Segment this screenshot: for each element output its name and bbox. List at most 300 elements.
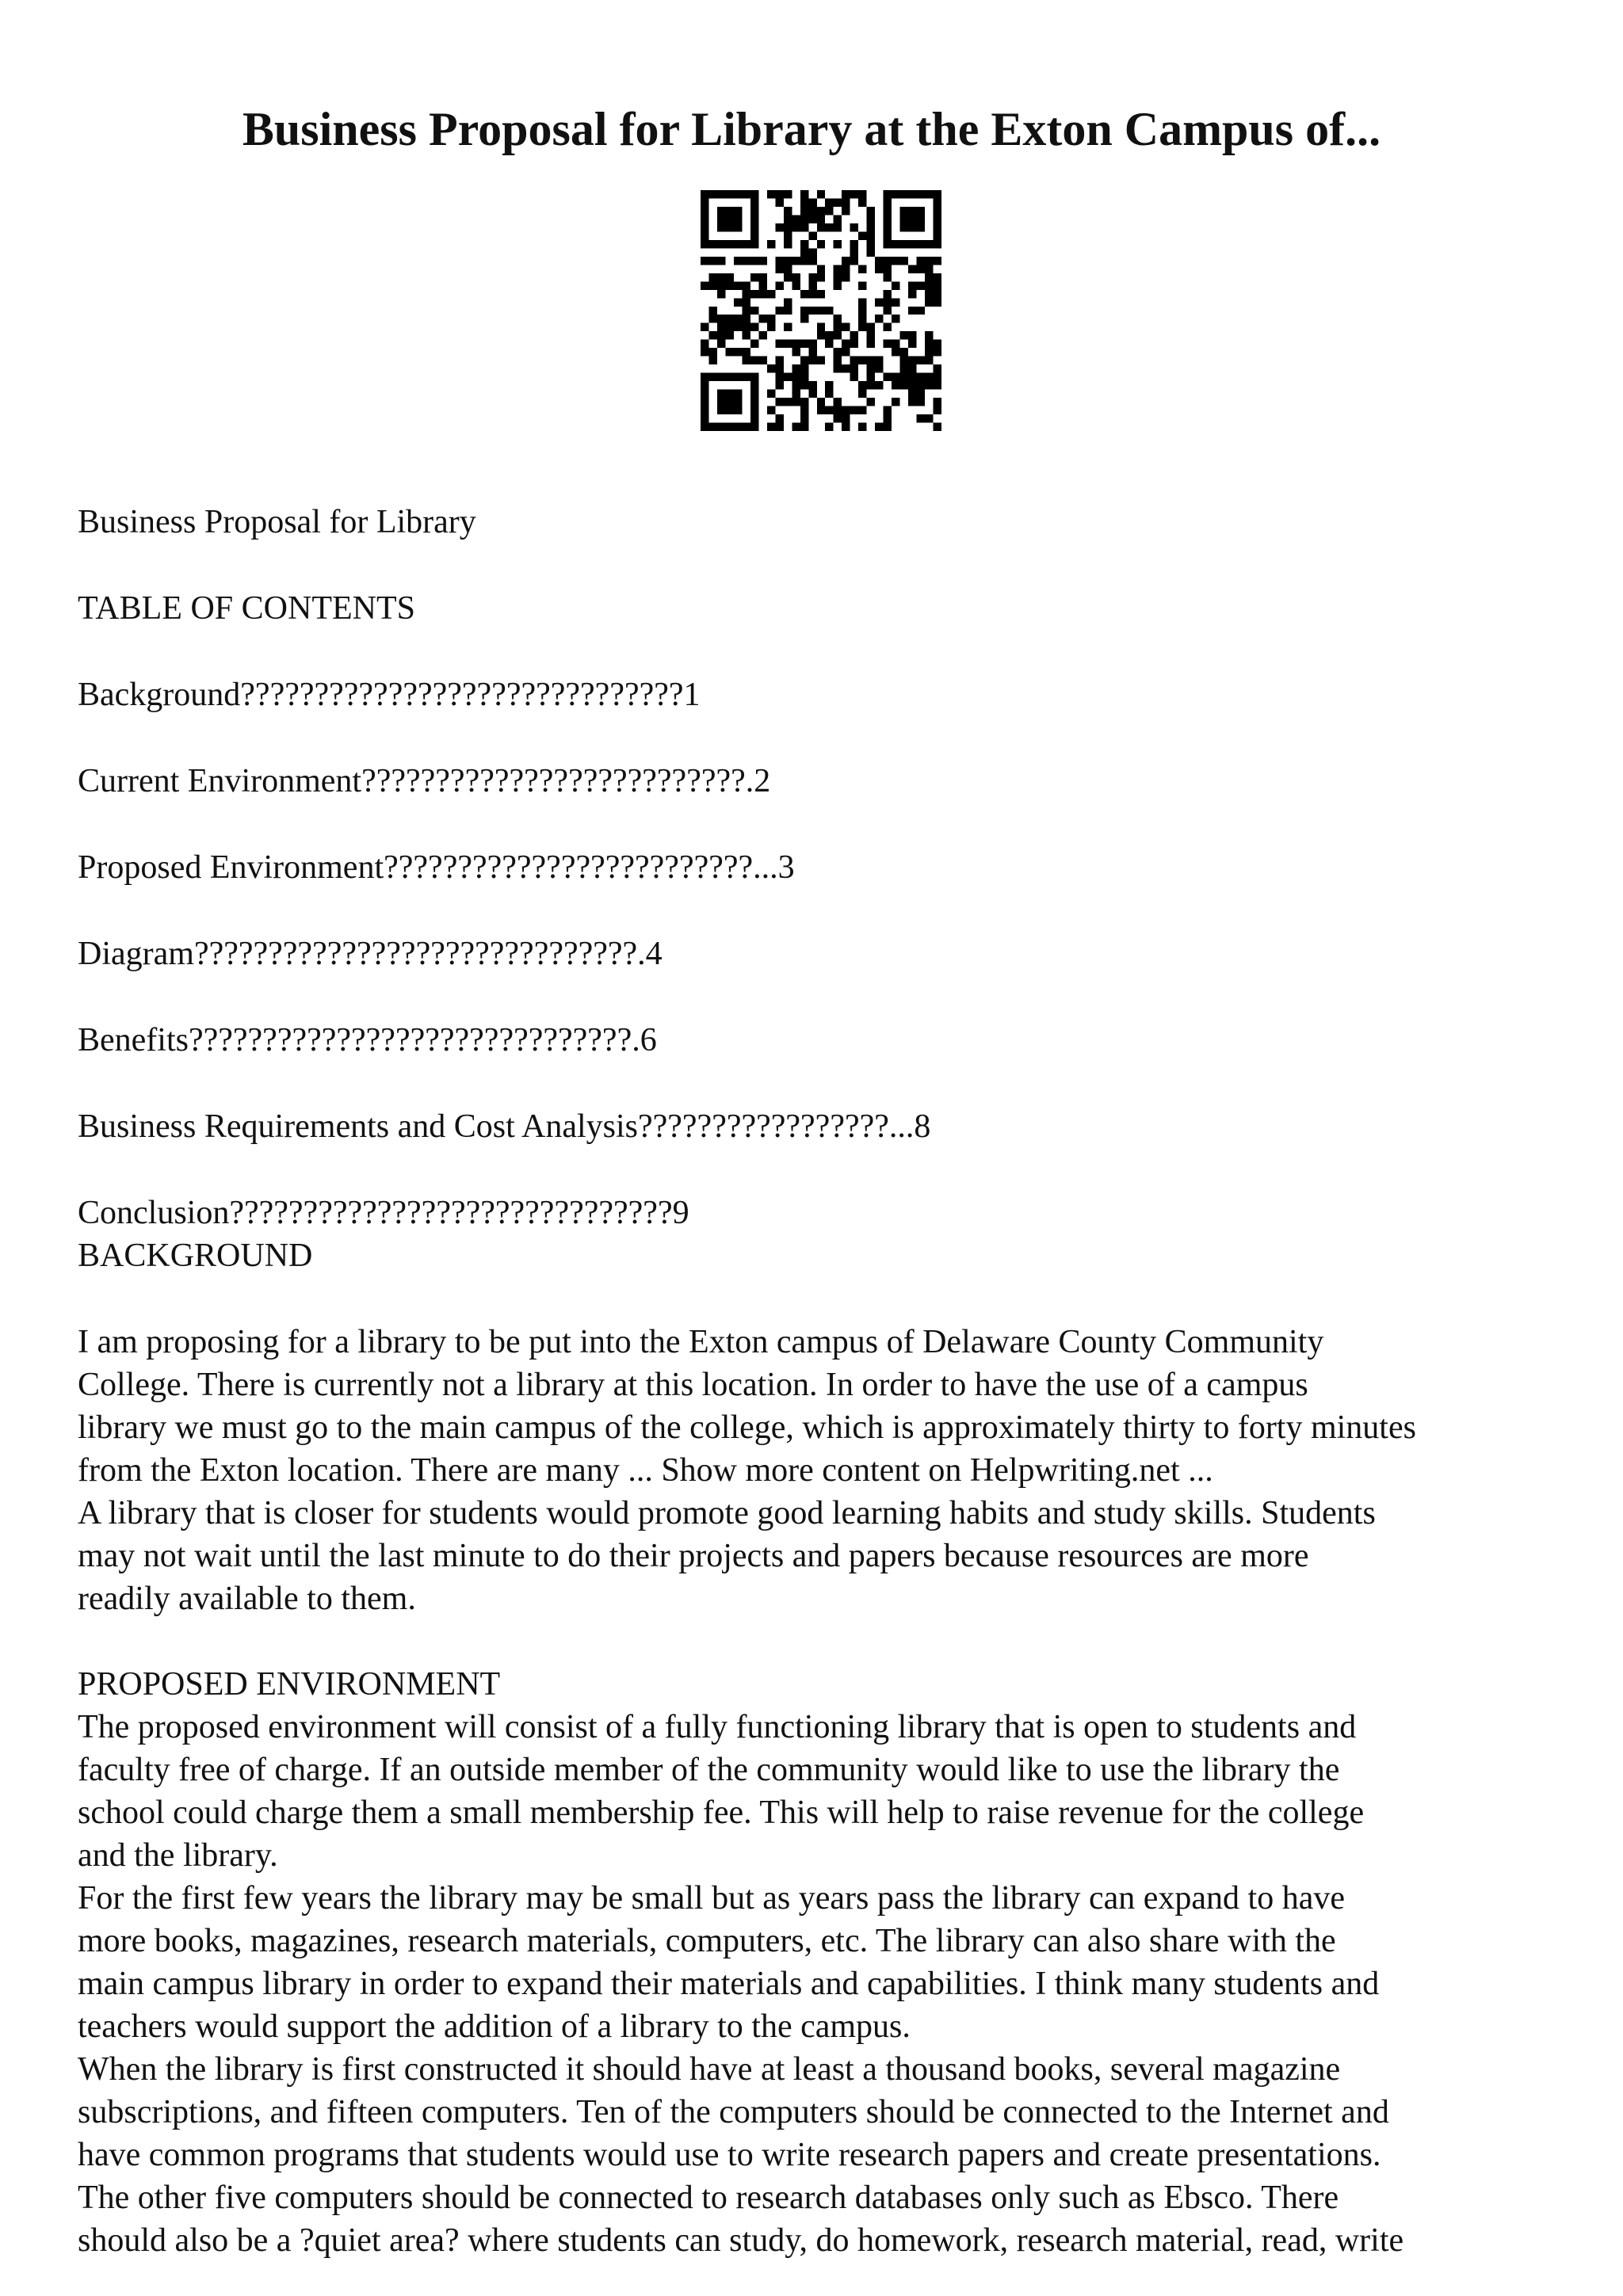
qr-module [734,406,742,414]
qr-module [800,290,808,298]
qr-module [900,331,908,339]
qr-module [867,373,875,381]
qr-module [817,190,825,198]
qr-module [808,348,816,356]
qr-module [834,323,842,331]
qr-module [750,273,758,281]
qr-module [708,281,716,289]
qr-module [800,198,808,206]
qr-module [775,423,783,431]
qr-module [884,207,892,215]
qr-module [825,331,833,339]
toc-entry-current-environment: Current Environment??????????????????????????.2 [78,763,771,799]
qr-module [892,348,899,356]
qr-module [934,231,941,239]
qr-module [908,265,916,273]
qr-module [934,198,941,206]
qr-module [925,265,933,273]
qr-module [925,298,933,306]
toc-entry-conclusion: Conclusion??????????????????????????????9 [78,1195,689,1231]
qr-module [867,323,875,331]
qr-module [701,406,708,414]
background-line: library we must go to the main campus of the college, which is approximately thirty to forty minutes [78,1409,1416,1446]
qr-module [858,190,866,198]
qr-module [808,207,816,215]
qr-module [850,223,858,231]
qr-module [758,257,766,265]
qr-module [750,373,758,381]
proposed-line: The other five computers should be connected to research databases only such as Ebsco. There [78,2180,1339,2216]
qr-module [917,190,925,198]
qr-module [775,198,783,206]
qr-module [800,315,808,322]
qr-module [834,348,842,356]
qr-module [792,398,800,406]
qr-module [808,248,816,256]
qr-module [884,290,892,298]
qr-module [792,257,800,265]
qr-module [742,307,750,315]
qr-module [775,364,783,372]
qr-module [750,231,758,239]
qr-module [925,373,933,381]
qr-module [884,340,892,348]
qr-module [892,240,899,248]
qr-module [775,381,783,389]
qr-module [717,215,725,223]
qr-module [834,414,842,422]
qr-module [767,390,775,398]
qr-module [850,257,858,265]
qr-module [750,257,758,265]
qr-module [850,357,858,364]
qr-module [900,207,908,215]
qr-module [834,315,842,322]
qr-module [867,223,875,231]
qr-module [917,207,925,215]
qr-module [717,423,725,431]
qr-module [834,223,842,231]
qr-module [784,190,792,198]
qr-module [775,373,783,381]
qr-module [792,423,800,431]
qr-module [775,307,783,315]
qr-module [842,348,850,356]
qr-module [908,381,916,389]
qr-module [817,357,825,364]
qr-module [701,390,708,398]
qr-module [917,398,925,406]
qr-module [817,290,825,298]
qr-module [725,273,733,281]
qr-module [934,406,941,414]
qr-module [701,348,708,356]
qr-module [708,423,716,431]
qr-module [908,240,916,248]
qr-module [850,240,858,248]
qr-module [800,423,808,431]
qr-module [934,381,941,389]
qr-module [758,331,766,339]
qr-module [825,207,833,215]
qr-module [934,190,941,198]
qr-module [800,307,808,315]
qr-module [875,265,883,273]
qr-module [842,340,850,348]
qr-module [842,406,850,414]
qr-module [701,240,708,248]
qr-module [775,340,783,348]
qr-module [842,364,850,372]
qr-module [808,231,816,239]
qr-module [792,348,800,356]
qr-module [842,207,850,215]
qr-module [808,198,816,206]
qr-module [925,340,933,348]
qr-module [808,381,816,389]
qr-module [750,381,758,389]
qr-module [867,357,875,364]
qr-module [884,423,892,431]
qr-module [850,331,858,339]
qr-module [775,257,783,265]
qr-module [850,340,858,348]
qr-module [842,190,850,198]
qr-module [701,381,708,389]
section-heading-background: BACKGROUND [78,1238,313,1274]
qr-module [808,307,816,315]
qr-module [734,373,742,381]
toc-entry-benefits: Benefits??????????????????????????????.6 [78,1022,657,1058]
qr-module [917,257,925,265]
qr-module [784,307,792,315]
qr-module [725,281,733,289]
proposed-environment-paragraph [78,1706,1575,2262]
qr-module [908,281,916,289]
qr-module [817,406,825,414]
qr-module [750,207,758,215]
document-title: Business Proposal for Library at the Exton Campus of... [242,103,1381,155]
qr-module [775,265,783,273]
qr-module [834,406,842,414]
qr-module [934,215,941,223]
qr-module [734,281,742,289]
qr-module [867,207,875,215]
qr-module [900,215,908,223]
qr-module [892,190,899,198]
background-line: College. There is currently not a library at this location. In order to have the use of a campus [78,1367,1308,1403]
qr-module [784,257,792,265]
qr-module [717,315,725,322]
qr-module [784,231,792,239]
qr-module [825,381,833,389]
qr-module [701,423,708,431]
qr-module [900,257,908,265]
qr-module [784,207,792,215]
qr-module [800,381,808,389]
qr-module [734,423,742,431]
qr-module [908,215,916,223]
qr-module [900,357,908,364]
qr-module [884,323,892,331]
qr-module [917,381,925,389]
qr-module [892,257,899,265]
qr-module [784,373,792,381]
qr-module [742,290,750,298]
qr-module [750,240,758,248]
qr-module [758,315,766,322]
qr-module [867,381,875,389]
qr-module [934,281,941,289]
qr-module [742,357,750,364]
qr-module [817,398,825,406]
qr-module [908,340,916,348]
qr-module [808,215,816,223]
qr-module [717,273,725,281]
qr-module [867,240,875,248]
qr-module [767,315,775,322]
qr-module [825,198,833,206]
qr-module [758,281,766,289]
qr-module [842,414,850,422]
qr-module [934,298,941,306]
qr-module [717,390,725,398]
qr-module [775,223,783,231]
qr-module [708,240,716,248]
qr-module [701,398,708,406]
qr-module [858,307,866,315]
qr-module [750,398,758,406]
qr-module [708,331,716,339]
qr-module [717,207,725,215]
background-line: readily available to them. [78,1581,416,1617]
qr-module [784,323,792,331]
qr-module [750,190,758,198]
qr-module [800,190,808,198]
qr-module [834,198,842,206]
qr-module [701,257,708,265]
qr-module [758,290,766,298]
qr-module [701,198,708,206]
qr-module [908,331,916,339]
qr-module [800,406,808,414]
qr-module [875,381,883,389]
qr-module [925,381,933,389]
qr-module [908,357,916,364]
qr-module [725,190,733,198]
qr-module [750,390,758,398]
qr-module [858,381,866,389]
qr-module [842,257,850,265]
section-heading-proposed-environment: PROPOSED ENVIRONMENT [78,1666,501,1703]
qr-module [800,240,808,248]
qr-module [867,364,875,372]
qr-module [784,240,792,248]
qr-module [775,398,783,406]
qr-module [750,340,758,348]
qr-module [817,331,825,339]
qr-module [800,215,808,223]
qr-module [725,390,733,398]
toc-heading: TABLE OF CONTENTS [78,590,415,627]
qr-module [742,281,750,289]
qr-module [742,315,750,322]
qr-module [884,198,892,206]
background-line: from the Exton location. There are many ... Show more content on Helpwriting.net ... [78,1452,1213,1489]
qr-module [934,348,941,356]
qr-module [834,273,842,281]
qr-module [917,307,925,315]
qr-module [917,281,925,289]
qr-module [808,340,816,348]
qr-module [858,423,866,431]
qr-module [708,273,716,281]
qr-module [742,331,750,339]
qr-module [808,290,816,298]
qr-module [792,215,800,223]
proposed-line: and the library. [78,1837,278,1874]
qr-module [917,215,925,223]
proposed-line: For the first few years the library may be small but as years pass the library can expand to have [78,1880,1345,1917]
qr-module [750,323,758,331]
background-line: A library that is closer for students would promote good learning habits and study skills. Students [78,1495,1376,1531]
toc-entry-background: Background??????????????????????????????1 [78,677,701,713]
qr-module [784,398,792,406]
qr-module [884,307,892,315]
qr-module [842,323,850,331]
qr-module [892,373,899,381]
qr-module [725,223,733,231]
qr-module [800,364,808,372]
qr-module [800,257,808,265]
qr-module [892,281,899,289]
qr-module [792,340,800,348]
qr-module [917,223,925,231]
qr-module [850,373,858,381]
qr-module [892,298,899,306]
qr-module [792,273,800,281]
qr-module [842,423,850,431]
qr-module [858,323,866,331]
qr-module [767,364,775,372]
qr-module [742,298,750,306]
qr-module [742,190,750,198]
qr-module [701,231,708,239]
qr-module [750,307,758,315]
qr-module [742,323,750,331]
qr-module [858,315,866,322]
qr-module [800,207,808,215]
qr-module [708,190,716,198]
qr-module [784,215,792,223]
qr-module [758,273,766,281]
qr-module [784,223,792,231]
qr-module [808,257,816,265]
qr-module [867,331,875,339]
qr-module [925,240,933,248]
qr-module [925,348,933,356]
qr-module [850,406,858,414]
proposed-line: have common programs that students would use to write research papers and create presentations. [78,2137,1381,2173]
qr-module [725,373,733,381]
qr-module [925,290,933,298]
qr-module [825,406,833,414]
qr-module [725,423,733,431]
qr-module [808,273,816,281]
qr-module [708,373,716,381]
proposed-line: When the library is first constructed it should have at least a thousand books, several magazine [78,2051,1341,2088]
qr-module [717,398,725,406]
qr-module [750,223,758,231]
qr-module [917,414,925,422]
qr-module [725,315,733,322]
qr-module [884,257,892,265]
qr-module [834,357,842,364]
proposed-line: The proposed environment will consist of a fully functioning library that is open to students and [78,1709,1357,1745]
qr-module [900,223,908,231]
qr-module [817,265,825,273]
qr-module [734,190,742,198]
qr-module [792,381,800,389]
qr-module [925,281,933,289]
qr-module [917,390,925,398]
qr-module [892,340,899,348]
qr-module [742,348,750,356]
qr-module [900,373,908,381]
qr-module [717,340,725,348]
qr-module [701,207,708,215]
qr-module [734,315,742,322]
qr-module [717,323,725,331]
qr-module [725,398,733,406]
qr-module [725,215,733,223]
qr-module [701,414,708,422]
qr-module [925,357,933,364]
qr-module [867,215,875,223]
qr-module [734,223,742,231]
qr-module [917,373,925,381]
qr-module [884,406,892,414]
toc-entry-diagram: Diagram??????????????????????????????.4 [78,936,663,972]
qr-module [784,340,792,348]
qr-module [842,273,850,281]
qr-module [934,290,941,298]
qr-module [834,240,842,248]
qr-module [925,331,933,339]
qr-module [800,340,808,348]
qr-module [917,265,925,273]
qr-module [908,307,916,315]
qr-module [701,190,708,198]
qr-module [884,298,892,306]
qr-module [784,265,792,273]
qr-module [825,307,833,315]
qr-module [775,190,783,198]
qr-module [775,357,783,364]
background-line: I am proposing for a library to be put into the Exton campus of Delaware County Community [78,1324,1324,1360]
qr-module [850,248,858,256]
qr-module [767,290,775,298]
qr-module [742,373,750,381]
qr-module [917,357,925,364]
qr-module [800,223,808,231]
qr-module [934,364,941,372]
qr-module [884,265,892,273]
qr-module [858,265,866,273]
qr-module [775,281,783,289]
qr-module [701,323,708,331]
qr-module [875,315,883,322]
